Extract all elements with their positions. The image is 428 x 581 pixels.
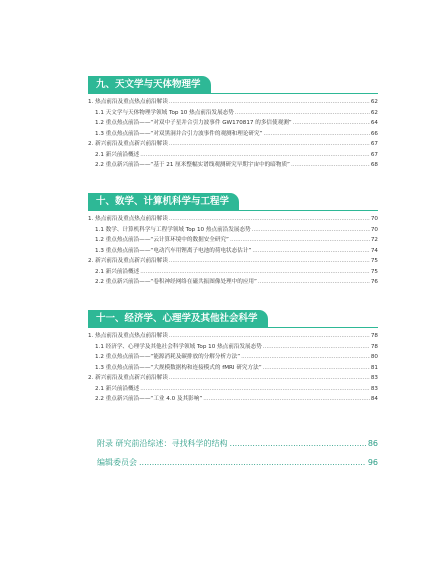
dot-leader (169, 373, 370, 384)
section-title: 十、数学、计算机科学与工程学 (88, 193, 239, 210)
toc-entry-page: 80 (370, 354, 378, 360)
toc-entry[interactable] (88, 150, 378, 161)
dot-leader (139, 456, 366, 470)
toc-entry-text: 1.1 经济学、心理学及其他社会科学领域 Top 10 热点前沿发展态势 (95, 343, 262, 350)
dot-leader (252, 246, 370, 257)
section-header (88, 310, 378, 328)
toc-entry[interactable] (88, 267, 378, 278)
toc-entry-text: 2.2 重点新兴前沿——“卷积神经网络在磁共振图像处理中的应用” (95, 279, 257, 285)
toc-entry-text: 附录 研究前沿综述：寻找科学的结构 (97, 439, 228, 448)
toc-entry-text: 1.1 天文学与天体物理学领域 Top 10 热点前沿发展态势 (95, 109, 234, 116)
toc-entry-page: 67 (370, 151, 378, 158)
toc-entry-page: 83 (370, 385, 378, 392)
toc-entry-text: 2.1 新兴前沿概述 (95, 268, 140, 275)
toc-entry[interactable] (88, 225, 378, 236)
dot-leader (203, 394, 370, 405)
toc-section-math-cs-engineering (88, 193, 378, 288)
dot-leader (263, 342, 370, 353)
toc-entry-page: 96 (367, 458, 378, 467)
toc-entry-text: 2.2 重点新兴前沿——“工业 4.0 及其影响” (95, 396, 203, 402)
toc-entry-text: 1.3 重点热点前沿——“对双黑洞并合引力波事件的观测和理论研究” (95, 130, 263, 137)
dot-leader (140, 384, 370, 395)
toc-entry-page: 64 (370, 120, 378, 126)
dot-leader (235, 108, 370, 119)
toc-entry-page: 75 (370, 258, 378, 264)
toc-entry-page: 67 (370, 141, 378, 147)
dot-leader (140, 267, 370, 278)
toc-entry-text: 2. 新兴前沿及重点新兴前沿解读 (88, 258, 168, 264)
toc-entry-text: 2.1 新兴前沿概述 (95, 385, 140, 392)
toc-entry-page: 70 (370, 216, 378, 222)
toc-entry-text: 1. 热点前沿及重点热点前沿解读 (88, 99, 168, 105)
toc-entry-page: 75 (370, 268, 378, 275)
dot-leader (241, 352, 370, 363)
toc-entry-page: 81 (370, 364, 378, 371)
toc-section-economics-psychology-social (88, 310, 378, 405)
toc-entry-page: 84 (370, 396, 378, 402)
toc-entry-page: 62 (370, 99, 378, 105)
toc-entry[interactable] (88, 97, 378, 108)
toc-entry[interactable] (88, 118, 378, 129)
toc-entry-text: 1.2 重点热点前沿——“对双中子星并合引力波事件 GW170817 的多信使观测” (95, 120, 292, 126)
toc-entry-page: 76 (370, 279, 378, 285)
dot-leader (293, 118, 370, 129)
toc-entry[interactable] (88, 160, 378, 171)
toc-entry-page: 86 (367, 439, 378, 448)
dot-leader (263, 363, 370, 374)
toc-section-astronomy (88, 76, 378, 171)
toc-entry[interactable] (88, 235, 378, 246)
toc-entry-appendix[interactable] (97, 437, 378, 451)
dot-leader (264, 129, 370, 140)
toc-entry[interactable] (88, 214, 378, 225)
toc-entry[interactable] (88, 129, 378, 140)
toc-entry-text: 1.2 重点热点前沿——“能源消耗及碳排放的分解分析方法” (95, 354, 241, 360)
dot-leader (169, 256, 370, 267)
toc-entry[interactable] (88, 277, 378, 288)
toc-entry-page: 72 (370, 237, 378, 243)
toc-entry-text: 2.1 新兴前沿概述 (95, 151, 140, 158)
toc-entry-text: 1.3 重点热点前沿——“大规模数据构和连接模式的 fMRI 研究方法” (95, 364, 262, 371)
toc-entry-editorial-board[interactable] (97, 456, 378, 470)
toc-entry-page: 62 (370, 109, 378, 116)
toc-entry-page: 78 (370, 343, 378, 350)
toc-entry-page: 74 (370, 247, 378, 254)
toc-entry-text: 1.1 数学、计算机科学与工程学领域 Top 10 热点前沿发展态势 (95, 226, 251, 233)
dot-leader (169, 331, 370, 342)
dot-leader (140, 150, 370, 161)
toc-entry[interactable] (88, 246, 378, 257)
toc-entry[interactable] (88, 342, 378, 353)
toc-entry-text: 1.2 重点热点前沿——“云计算环境中的数据安全研究” (95, 237, 229, 243)
toc-entry-text: 1.3 重点热点前沿——“电动汽车用锂离子电池的荷电状态估计” (95, 247, 252, 254)
toc-entry-page: 83 (370, 375, 378, 381)
toc-entry-page: 78 (370, 333, 378, 339)
section-title: 九、天文学与天体物理学 (88, 76, 211, 93)
toc-entry[interactable] (88, 363, 378, 374)
dot-leader (169, 97, 370, 108)
section-header (88, 193, 378, 211)
dot-leader (230, 437, 366, 451)
toc-entry[interactable] (88, 373, 378, 384)
dot-leader (230, 235, 370, 246)
dot-leader (252, 225, 370, 236)
dot-leader (169, 139, 370, 150)
section-title: 十一、经济学、心理学及其他社会科学 (88, 310, 268, 327)
toc-entry-page: 66 (370, 130, 378, 137)
toc-entry[interactable] (88, 256, 378, 267)
section-header (88, 76, 378, 94)
toc-entry[interactable] (88, 394, 378, 405)
toc-entry[interactable] (88, 139, 378, 150)
toc-entry-text: 2. 新兴前沿及重点新兴前沿解读 (88, 375, 168, 381)
toc-entry-text: 2.2 重点新兴前沿——“基于 21 厘米整幅实谱线观测研究早期宇宙中的暗物质” (95, 162, 290, 168)
toc-entry-text: 1. 热点前沿及重点热点前沿解读 (88, 216, 168, 222)
toc-entry[interactable] (88, 331, 378, 342)
toc-entry-text: 2. 新兴前沿及重点新兴前沿解读 (88, 141, 168, 147)
dot-leader (169, 214, 370, 225)
dot-leader (258, 277, 370, 288)
toc-entry[interactable] (88, 108, 378, 119)
toc-entry-text: 1. 热点前沿及重点热点前沿解读 (88, 333, 168, 339)
toc-entry[interactable] (88, 384, 378, 395)
toc-entry-page: 68 (370, 162, 378, 168)
toc-entry[interactable] (88, 352, 378, 363)
dot-leader (291, 160, 370, 171)
toc-entry-text: 编辑委员会 (97, 458, 137, 467)
toc-entry-page: 70 (370, 226, 378, 233)
